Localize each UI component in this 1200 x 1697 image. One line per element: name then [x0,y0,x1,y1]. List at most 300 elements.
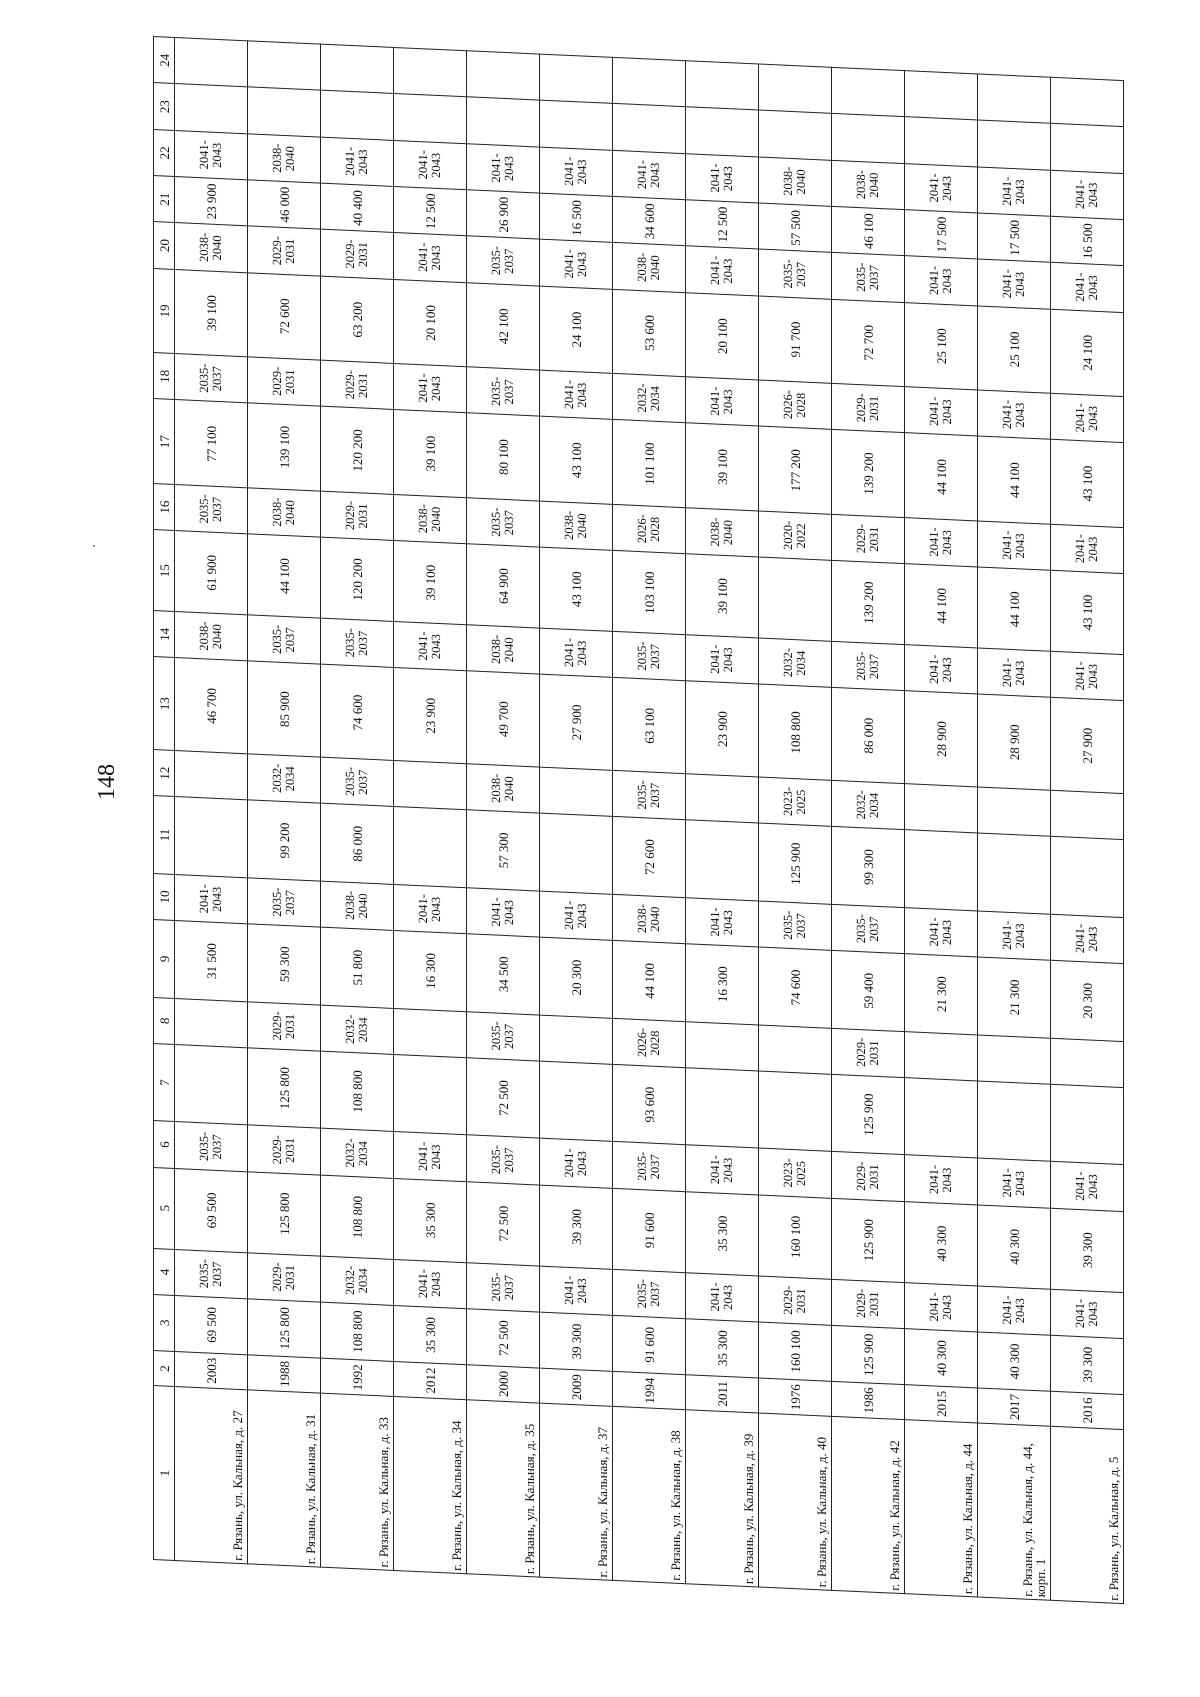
cost-cell [321,91,394,141]
table-row [905,71,978,1597]
period-cell: 2041- 2043 [1051,651,1124,701]
period-cell: 2041- 2043 [978,167,1051,217]
period-cell: 2041- 2043 [905,517,978,567]
page-number: 148 [94,764,120,800]
period-cell: 2041- 2043 [686,1145,759,1195]
period-cell: 2041- 2043 [686,377,759,427]
address-cell: г. Рязань, ул. Кальная, д. 27 [175,1387,248,1564]
column-number-cell: 24 [154,37,175,84]
cost-cell: 39 300 [1051,1208,1124,1292]
cost-cell: 85 900 [248,661,321,757]
period-cell: 2032- 2034 [321,1005,394,1055]
cost-cell: 108 800 [759,684,832,780]
cost-cell: 35 300 [394,1178,467,1262]
cost-cell [467,97,540,147]
period-cell: 2041- 2043 [540,1266,613,1316]
cost-cell: 39 300 [540,1185,613,1269]
year-cell: 1976 [759,1378,832,1417]
period-cell: 2035- 2037 [175,1249,248,1299]
period-cell: 2038- 2040 [759,157,832,207]
cost-cell: 64 900 [467,544,540,628]
period-cell: 2026- 2028 [759,380,832,430]
column-number-cell: 19 [154,268,175,353]
address-cell: г. Рязань, ул. Кальная, д. 38 [613,1407,686,1584]
period-cell: 2041- 2043 [978,521,1051,571]
cost-cell: 39 100 [394,541,467,625]
period-cell: 2041- 2043 [613,150,686,200]
period-cell: 2041- 2043 [1051,263,1124,313]
cost-cell [540,101,613,151]
scan-dot [93,545,95,547]
cost-cell [759,1071,832,1152]
period-cell: 2035- 2037 [613,1142,686,1192]
cost-cell: 69 500 [175,1295,248,1354]
year-cell: 2003 [175,1351,248,1390]
period-cell: 2041- 2043 [905,163,978,213]
cost-cell: 125 900 [832,1074,905,1155]
cost-cell: 43 100 [540,547,613,631]
cost-cell: 40 300 [978,1205,1051,1289]
period-cell: 2041- 2043 [1051,1289,1124,1339]
table-row [248,41,321,1567]
cost-cell: 53 600 [613,289,686,377]
period-cell: 2035- 2037 [467,498,540,548]
cost-cell: 120 200 [321,406,394,494]
cost-cell: 139 100 [248,403,321,491]
cost-cell: 77 100 [175,400,248,488]
cost-cell: 46 100 [832,206,905,256]
period-cell: 2038- 2040 [832,160,905,210]
year-cell: 1986 [832,1381,905,1420]
cost-cell [1051,790,1124,840]
column-number-cell: 8 [154,997,175,1044]
cost-cell [759,1025,832,1075]
column-number-cell: 23 [154,83,175,130]
cost-cell: 72 700 [832,299,905,387]
cost-cell: 108 800 [321,1175,394,1259]
cost-cell [1051,1038,1124,1088]
year-cell: 2016 [1051,1391,1124,1430]
table-row [175,37,248,1563]
cost-cell: 74 600 [321,665,394,761]
cost-cell [175,750,248,800]
cost-cell [978,74,1051,124]
period-cell: 2029- 2031 [832,514,905,564]
cost-cell: 34 500 [467,934,540,1015]
cost-cell: 44 100 [905,564,978,648]
cost-cell: 99 300 [832,827,905,908]
address-cell: г. Рязань, ул. Кальная, д. 35 [467,1400,540,1577]
cost-cell: 72 600 [613,817,686,898]
address-cell: г. Рязань, ул. Кальная, д. 5 [1051,1427,1124,1604]
table-row [467,51,540,1577]
cost-cell: 23 900 [686,681,759,777]
cost-cell [978,1035,1051,1085]
cost-cell [978,787,1051,837]
period-cell: 2035- 2037 [613,770,686,820]
period-cell: 2029- 2031 [832,1028,905,1078]
cost-cell [175,1044,248,1125]
period-cell: 2038- 2040 [613,894,686,944]
year-cell: 2011 [686,1374,759,1413]
cost-cell: 101 100 [613,420,686,508]
cost-cell: 44 100 [248,534,321,618]
period-cell: 2041- 2043 [321,137,394,187]
cost-cell [394,1054,467,1135]
period-cell: 2041- 2043 [467,888,540,938]
cost-cell [686,1021,759,1071]
cost-cell: 21 300 [905,954,978,1035]
period-cell: 2029- 2031 [248,226,321,276]
period-cell: 2041- 2043 [540,239,613,289]
cost-cell: 69 500 [175,1168,248,1252]
cost-cell: 26 900 [467,190,540,240]
period-cell: 2035- 2037 [613,1269,686,1319]
period-cell: 2035- 2037 [248,615,321,665]
cost-cell: 40 300 [978,1332,1051,1391]
period-cell: 2041- 2043 [686,246,759,296]
column-number-cell: 15 [154,530,175,612]
cost-cell: 57 500 [759,203,832,253]
table-row [540,54,613,1580]
cost-cell: 91 700 [759,296,832,384]
cost-cell [759,64,832,114]
period-cell: 2041- 2043 [394,1132,467,1182]
rotated-table-container [153,36,1121,1603]
cost-cell: 86 000 [321,803,394,884]
cost-cell: 120 200 [321,537,394,621]
cost-cell: 59 300 [248,924,321,1005]
period-cell: 2038- 2040 [321,881,394,931]
period-cell: 2041- 2043 [978,1158,1051,1208]
cost-cell: 39 100 [686,423,759,511]
table-row [686,61,759,1587]
cost-cell [978,833,1051,914]
address-cell: г. Рязань, ул. Кальная, д. 34 [394,1397,467,1574]
cost-cell: 40 400 [321,183,394,233]
cost-cell [540,813,613,894]
cost-cell: 12 500 [686,200,759,250]
cost-cell: 23 900 [394,668,467,764]
cost-cell: 28 900 [905,691,978,787]
period-cell: 2038- 2040 [175,223,248,273]
cost-cell [1051,77,1124,127]
period-cell: 2041- 2043 [1051,393,1124,443]
period-cell: 2020- 2022 [759,511,832,561]
period-cell: 2041- 2043 [394,233,467,283]
period-cell: 2035- 2037 [175,1122,248,1172]
period-cell: 2035- 2037 [832,253,905,303]
year-cell: 1988 [248,1354,321,1393]
cost-cell [175,37,248,87]
period-cell: 2023- 2025 [759,777,832,827]
table-row [613,57,686,1583]
cost-cell [686,774,759,824]
address-cell: г. Рязань, ул. Кальная, д. 39 [686,1410,759,1587]
period-cell: 2041- 2043 [686,635,759,685]
cost-cell: 99 200 [248,800,321,881]
cost-cell: 12 500 [394,186,467,236]
period-cell: 2035- 2037 [832,904,905,954]
cost-cell: 72 500 [467,1181,540,1265]
cost-cell [175,797,248,878]
cost-cell: 43 100 [1051,570,1124,654]
column-number-cell: 18 [154,353,175,400]
period-cell: 2029- 2031 [248,1001,321,1051]
period-cell: 2026- 2028 [613,1018,686,1068]
period-cell: 2035- 2037 [175,484,248,534]
period-cell: 2035- 2037 [759,901,832,951]
cost-cell: 44 100 [978,567,1051,651]
period-cell: 2029- 2031 [248,1125,321,1175]
period-cell: 2041- 2043 [905,256,978,306]
period-cell: 2032- 2034 [321,1129,394,1179]
cost-cell [175,84,248,134]
cost-cell [540,54,613,104]
table-row [832,67,905,1593]
cost-cell: 74 600 [759,947,832,1028]
address-cell: г. Рязань, ул. Кальная, д. 42 [832,1417,905,1594]
cost-cell [394,807,467,888]
cost-cell: 103 100 [613,550,686,634]
period-cell: 2041- 2043 [1051,1162,1124,1212]
cost-cell: 23 900 [175,177,248,227]
period-cell: 2041- 2043 [686,153,759,203]
period-cell: 2041- 2043 [686,1272,759,1322]
cost-cell [905,830,978,911]
period-cell: 2035- 2037 [467,367,540,417]
column-number-cell: 1 [154,1386,175,1561]
cost-cell [613,104,686,154]
year-cell: 2017 [978,1387,1051,1426]
cost-cell: 39 100 [394,410,467,498]
cost-cell: 72 500 [467,1309,540,1368]
cost-cell [175,998,248,1048]
cost-cell [1051,124,1124,174]
cost-cell: 160 100 [759,1322,832,1381]
period-cell: 2038- 2040 [540,501,613,551]
cost-cell: 46 000 [248,180,321,230]
period-cell: 2038- 2040 [467,625,540,675]
cost-cell: 25 100 [905,302,978,390]
cost-cell: 16 300 [686,944,759,1025]
cost-cell: 125 800 [248,1048,321,1129]
cost-cell: 72 600 [248,272,321,360]
cost-cell: 35 300 [394,1305,467,1364]
period-cell: 2041- 2043 [686,897,759,947]
cost-cell: 125 800 [248,1171,321,1255]
cost-cell: 91 600 [613,1188,686,1272]
year-cell: 1992 [321,1358,394,1397]
year-cell: 2015 [905,1384,978,1423]
period-cell: 2038- 2040 [248,134,321,184]
period-cell: 2038- 2040 [613,243,686,293]
cost-cell: 17 500 [905,210,978,260]
cost-cell: 59 400 [832,950,905,1031]
column-number-cell: 2 [154,1350,175,1387]
cost-cell: 20 300 [540,937,613,1018]
cost-cell: 57 300 [467,810,540,891]
cost-cell [686,820,759,901]
column-number-row [154,37,175,1561]
period-cell: 2041- 2043 [540,147,613,197]
cost-cell [905,71,978,121]
period-cell: 2038- 2040 [467,764,540,814]
cost-cell [321,44,394,94]
period-cell: 2035- 2037 [467,1135,540,1185]
cost-cell: 44 100 [613,940,686,1021]
period-cell: 2041- 2043 [540,628,613,678]
cost-cell: 125 800 [248,1299,321,1358]
period-cell: 2038- 2040 [394,494,467,544]
period-cell: 2038- 2040 [248,488,321,538]
period-cell: 2041- 2043 [978,259,1051,309]
cost-cell: 24 100 [540,286,613,374]
period-cell: 2035- 2037 [613,631,686,681]
cost-cell [248,41,321,91]
year-cell: 2000 [467,1364,540,1403]
cost-cell: 35 300 [686,1319,759,1378]
cost-cell: 16 300 [394,930,467,1011]
year-cell: 2009 [540,1368,613,1407]
cost-cell: 44 100 [905,433,978,521]
period-cell: 2041- 2043 [394,140,467,190]
cost-cell: 49 700 [467,671,540,767]
cost-cell: 39 300 [1051,1335,1124,1394]
cost-cell: 40 300 [905,1329,978,1388]
column-number-cell: 20 [154,222,175,269]
column-number-cell: 17 [154,399,175,484]
column-number-cell: 4 [154,1248,175,1295]
cost-cell: 39 300 [540,1312,613,1371]
period-cell: 2041- 2043 [540,1138,613,1188]
cost-cell: 43 100 [540,416,613,504]
cost-cell: 63 200 [321,276,394,364]
table-row [978,74,1051,1600]
period-cell: 2041- 2043 [978,648,1051,698]
table-row [394,47,467,1573]
column-number-cell: 9 [154,920,175,998]
period-cell: 2041- 2043 [540,370,613,420]
period-cell: 2026- 2028 [613,504,686,554]
cost-cell: 44 100 [978,436,1051,524]
column-number-cell: 6 [154,1121,175,1168]
cost-cell: 177 200 [759,426,832,514]
cost-cell: 91 600 [613,1315,686,1374]
period-cell: 2035- 2037 [248,878,321,928]
cost-cell: 16 500 [1051,216,1124,266]
cost-cell: 21 300 [978,957,1051,1038]
cost-cell [540,1061,613,1142]
period-cell: 2041- 2043 [394,622,467,672]
cost-cell [394,94,467,144]
period-cell: 2032- 2034 [248,754,321,804]
cost-cell: 20 100 [686,292,759,380]
period-cell: 2041- 2043 [540,891,613,941]
period-cell: 2029- 2031 [832,1279,905,1329]
period-cell: 2041- 2043 [905,1282,978,1332]
year-cell: 1994 [613,1371,686,1410]
address-cell: г. Рязань, ул. Кальная, д. 31 [248,1390,321,1567]
cost-cell: 34 600 [613,196,686,246]
period-cell: 2035- 2037 [321,618,394,668]
column-number-cell: 16 [154,483,175,530]
cost-cell: 40 300 [905,1201,978,1285]
cost-cell [832,67,905,117]
cost-cell [613,57,686,107]
column-number-cell: 21 [154,176,175,223]
cost-cell [540,1015,613,1065]
cost-cell [394,1008,467,1058]
column-number-cell: 3 [154,1295,175,1352]
period-cell: 2035- 2037 [832,641,905,691]
period-cell: 2035- 2037 [175,354,248,404]
cost-cell: 86 000 [832,688,905,784]
period-cell: 2023- 2025 [759,1148,832,1198]
period-cell: 2029- 2031 [248,357,321,407]
cost-cell [686,61,759,111]
cost-cell: 27 900 [1051,698,1124,794]
address-cell: г. Рязань, ул. Кальная, д. 44 [905,1420,978,1597]
period-cell: 2032- 2034 [321,1256,394,1306]
cost-cell: 139 200 [832,430,905,518]
table-row [1051,77,1124,1603]
cost-cell [978,1081,1051,1162]
cost-cell: 28 900 [978,694,1051,790]
period-cell: 2041- 2043 [905,1155,978,1205]
address-cell: г. Рязань, ул. Кальная, д. 40 [759,1413,832,1590]
period-cell: 2035- 2037 [467,1262,540,1312]
cost-cell: 125 900 [759,823,832,904]
column-number-cell: 14 [154,611,175,658]
cost-cell: 125 900 [832,1198,905,1282]
period-cell: 2041- 2043 [1051,524,1124,574]
period-cell: 2035- 2037 [467,1011,540,1061]
cost-cell [394,760,467,810]
cost-cell: 31 500 [175,921,248,1002]
period-cell: 2041- 2043 [978,390,1051,440]
period-cell: 2038- 2040 [686,508,759,558]
column-number-cell: 11 [154,796,175,874]
cost-cell: 139 200 [832,560,905,644]
period-cell: 2041- 2043 [394,884,467,934]
cost-cell [759,557,832,641]
period-cell: 2041- 2043 [905,645,978,695]
address-cell: г. Рязань, ул. Кальная, д. 37 [540,1403,613,1580]
cost-cell [1051,837,1124,918]
period-cell: 2041- 2043 [978,911,1051,961]
cost-cell: 20 100 [394,279,467,367]
period-cell: 2029- 2031 [759,1276,832,1326]
cost-cell [832,114,905,164]
cost-cell: 24 100 [1051,309,1124,397]
cost-cell: 16 500 [540,193,613,243]
column-number-cell: 7 [154,1043,175,1121]
year-cell: 2012 [394,1361,467,1400]
cost-cell: 80 100 [467,413,540,501]
period-cell: 2038- 2040 [175,612,248,662]
cost-cell [686,107,759,157]
period-cell: 2035- 2037 [321,757,394,807]
cost-cell: 46 700 [175,658,248,754]
cost-cell: 43 100 [1051,440,1124,528]
period-cell: 2029- 2031 [321,229,394,279]
period-cell: 2041- 2043 [394,1259,467,1309]
cost-cell: 61 900 [175,531,248,615]
cost-cell: 108 800 [321,1302,394,1361]
period-cell: 2041- 2043 [175,874,248,924]
cost-cell [759,110,832,160]
